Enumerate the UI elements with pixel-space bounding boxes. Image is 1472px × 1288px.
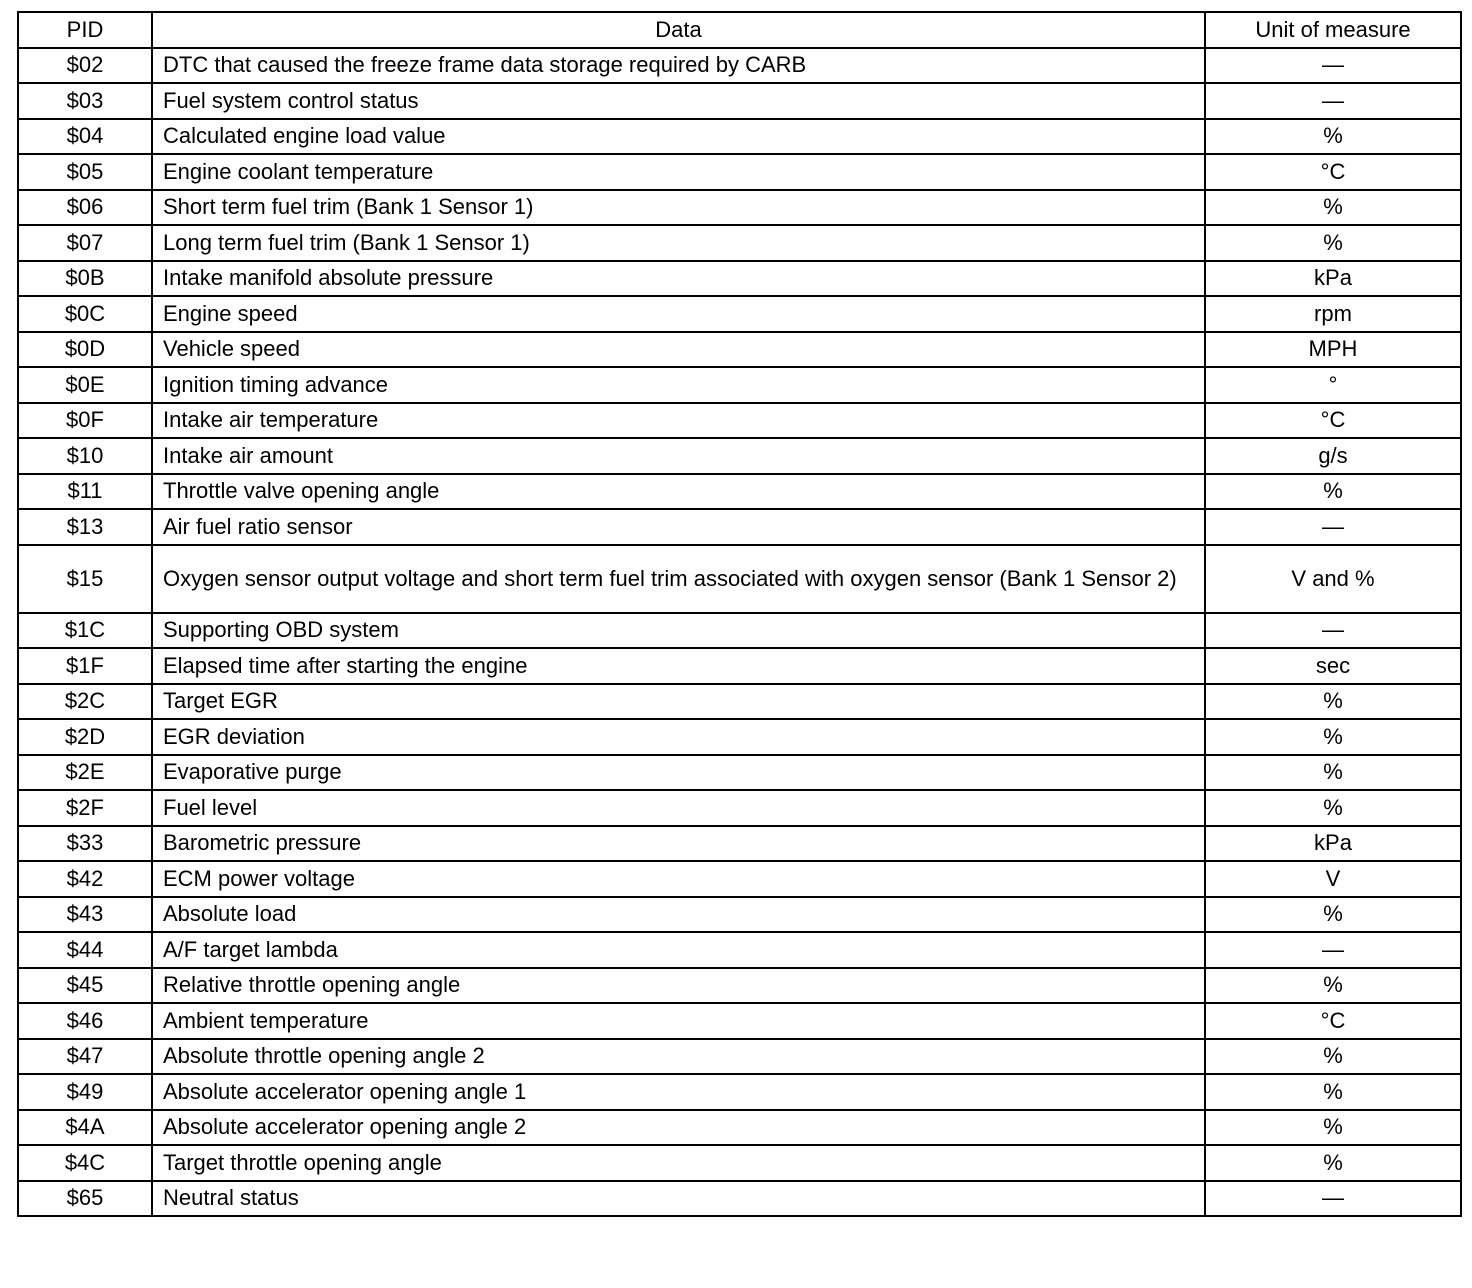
unit-cell: % [1205,719,1461,755]
data-cell: Target EGR [152,684,1205,720]
data-cell: Intake manifold absolute pressure [152,261,1205,297]
pid-cell: $2C [18,684,152,720]
pid-cell: $45 [18,968,152,1004]
data-cell: Vehicle speed [152,332,1205,368]
data-cell: Barometric pressure [152,826,1205,862]
table-row [18,1074,1461,1110]
unit-cell: % [1205,1145,1461,1181]
data-cell: Throttle valve opening angle [152,474,1205,510]
table-row [18,261,1461,297]
table-row [18,1181,1461,1217]
unit-cell: — [1205,613,1461,649]
data-cell: Calculated engine load value [152,119,1205,155]
pid-table-container [17,11,1460,1217]
table-row [18,968,1461,1004]
table-row [18,613,1461,649]
table-row [18,509,1461,545]
table-row [18,83,1461,119]
unit-cell: % [1205,755,1461,791]
table-row [18,154,1461,190]
pid-cell: $0B [18,261,152,297]
data-cell: Intake air amount [152,438,1205,474]
data-cell: Oxygen sensor output voltage and short term fuel trim associated with oxygen sensor (Bank 1 Sensor 2) [152,545,1205,613]
table-row [18,1110,1461,1146]
pid-cell: $33 [18,826,152,862]
pid-cell: $47 [18,1039,152,1075]
data-cell: Absolute throttle opening angle 2 [152,1039,1205,1075]
data-cell: Absolute load [152,897,1205,933]
unit-cell: — [1205,48,1461,84]
unit-cell: — [1205,932,1461,968]
table-row [18,545,1461,613]
data-cell: A/F target lambda [152,932,1205,968]
pid-cell: $65 [18,1181,152,1217]
unit-cell: % [1205,190,1461,226]
table-row [18,119,1461,155]
table-row [18,296,1461,332]
table-row [18,225,1461,261]
pid-cell: $4C [18,1145,152,1181]
header-pid: PID [18,12,152,48]
header-data: Data [152,12,1205,48]
unit-cell: % [1205,1039,1461,1075]
table-row [18,332,1461,368]
data-cell: Engine speed [152,296,1205,332]
unit-cell: kPa [1205,261,1461,297]
table-row [18,1039,1461,1075]
table-row [18,719,1461,755]
unit-cell: ° [1205,367,1461,403]
unit-cell: V and % [1205,545,1461,613]
table-row [18,684,1461,720]
table-row [18,48,1461,84]
unit-cell: % [1205,119,1461,155]
unit-cell: % [1205,684,1461,720]
table-header [18,12,1461,48]
pid-cell: $49 [18,1074,152,1110]
table-body [18,48,1461,1217]
pid-cell: $0E [18,367,152,403]
data-cell: Fuel system control status [152,83,1205,119]
unit-cell: % [1205,790,1461,826]
data-cell: Target throttle opening angle [152,1145,1205,1181]
pid-cell: $0F [18,403,152,439]
unit-cell: % [1205,225,1461,261]
data-cell: DTC that caused the freeze frame data storage required by CARB [152,48,1205,84]
data-cell: EGR deviation [152,719,1205,755]
table-row [18,1003,1461,1039]
data-cell: Engine coolant temperature [152,154,1205,190]
pid-cell: $15 [18,545,152,613]
unit-cell: % [1205,968,1461,1004]
data-cell: Supporting OBD system [152,613,1205,649]
pid-cell: $02 [18,48,152,84]
table-row [18,474,1461,510]
header-unit: Unit of measure [1205,12,1461,48]
header-row [18,12,1461,48]
table-row [18,897,1461,933]
table-row [18,755,1461,791]
data-cell: Ignition timing advance [152,367,1205,403]
data-cell: Long term fuel trim (Bank 1 Sensor 1) [152,225,1205,261]
data-cell: Short term fuel trim (Bank 1 Sensor 1) [152,190,1205,226]
data-cell: Elapsed time after starting the engine [152,648,1205,684]
unit-cell: — [1205,509,1461,545]
pid-cell: $04 [18,119,152,155]
table-row [18,190,1461,226]
data-cell: ECM power voltage [152,861,1205,897]
pid-cell: $4A [18,1110,152,1146]
table-row [18,367,1461,403]
unit-cell: rpm [1205,296,1461,332]
data-cell: Intake air temperature [152,403,1205,439]
data-cell: Absolute accelerator opening angle 2 [152,1110,1205,1146]
unit-cell: % [1205,897,1461,933]
pid-cell: $2E [18,755,152,791]
table-row [18,932,1461,968]
data-cell: Fuel level [152,790,1205,826]
table-row [18,648,1461,684]
pid-cell: $2F [18,790,152,826]
table-row [18,403,1461,439]
pid-table [17,11,1462,1217]
pid-cell: $11 [18,474,152,510]
unit-cell: °C [1205,1003,1461,1039]
unit-cell: sec [1205,648,1461,684]
unit-cell: MPH [1205,332,1461,368]
pid-cell: $06 [18,190,152,226]
pid-cell: $43 [18,897,152,933]
pid-cell: $05 [18,154,152,190]
unit-cell: % [1205,474,1461,510]
unit-cell: V [1205,861,1461,897]
pid-cell: $03 [18,83,152,119]
pid-cell: $13 [18,509,152,545]
data-cell: Air fuel ratio sensor [152,509,1205,545]
unit-cell: °C [1205,154,1461,190]
pid-cell: $0C [18,296,152,332]
data-cell: Neutral status [152,1181,1205,1217]
unit-cell: — [1205,1181,1461,1217]
pid-cell: $44 [18,932,152,968]
unit-cell: % [1205,1110,1461,1146]
pid-cell: $0D [18,332,152,368]
pid-cell: $42 [18,861,152,897]
unit-cell: % [1205,1074,1461,1110]
table-row [18,826,1461,862]
table-row [18,1145,1461,1181]
data-cell: Absolute accelerator opening angle 1 [152,1074,1205,1110]
data-cell: Ambient temperature [152,1003,1205,1039]
table-row [18,861,1461,897]
table-row [18,438,1461,474]
data-cell: Evaporative purge [152,755,1205,791]
table-row [18,790,1461,826]
pid-cell: $10 [18,438,152,474]
unit-cell: g/s [1205,438,1461,474]
unit-cell: °C [1205,403,1461,439]
unit-cell: — [1205,83,1461,119]
pid-cell: $2D [18,719,152,755]
pid-cell: $1F [18,648,152,684]
pid-cell: $07 [18,225,152,261]
data-cell: Relative throttle opening angle [152,968,1205,1004]
pid-cell: $1C [18,613,152,649]
pid-cell: $46 [18,1003,152,1039]
unit-cell: kPa [1205,826,1461,862]
